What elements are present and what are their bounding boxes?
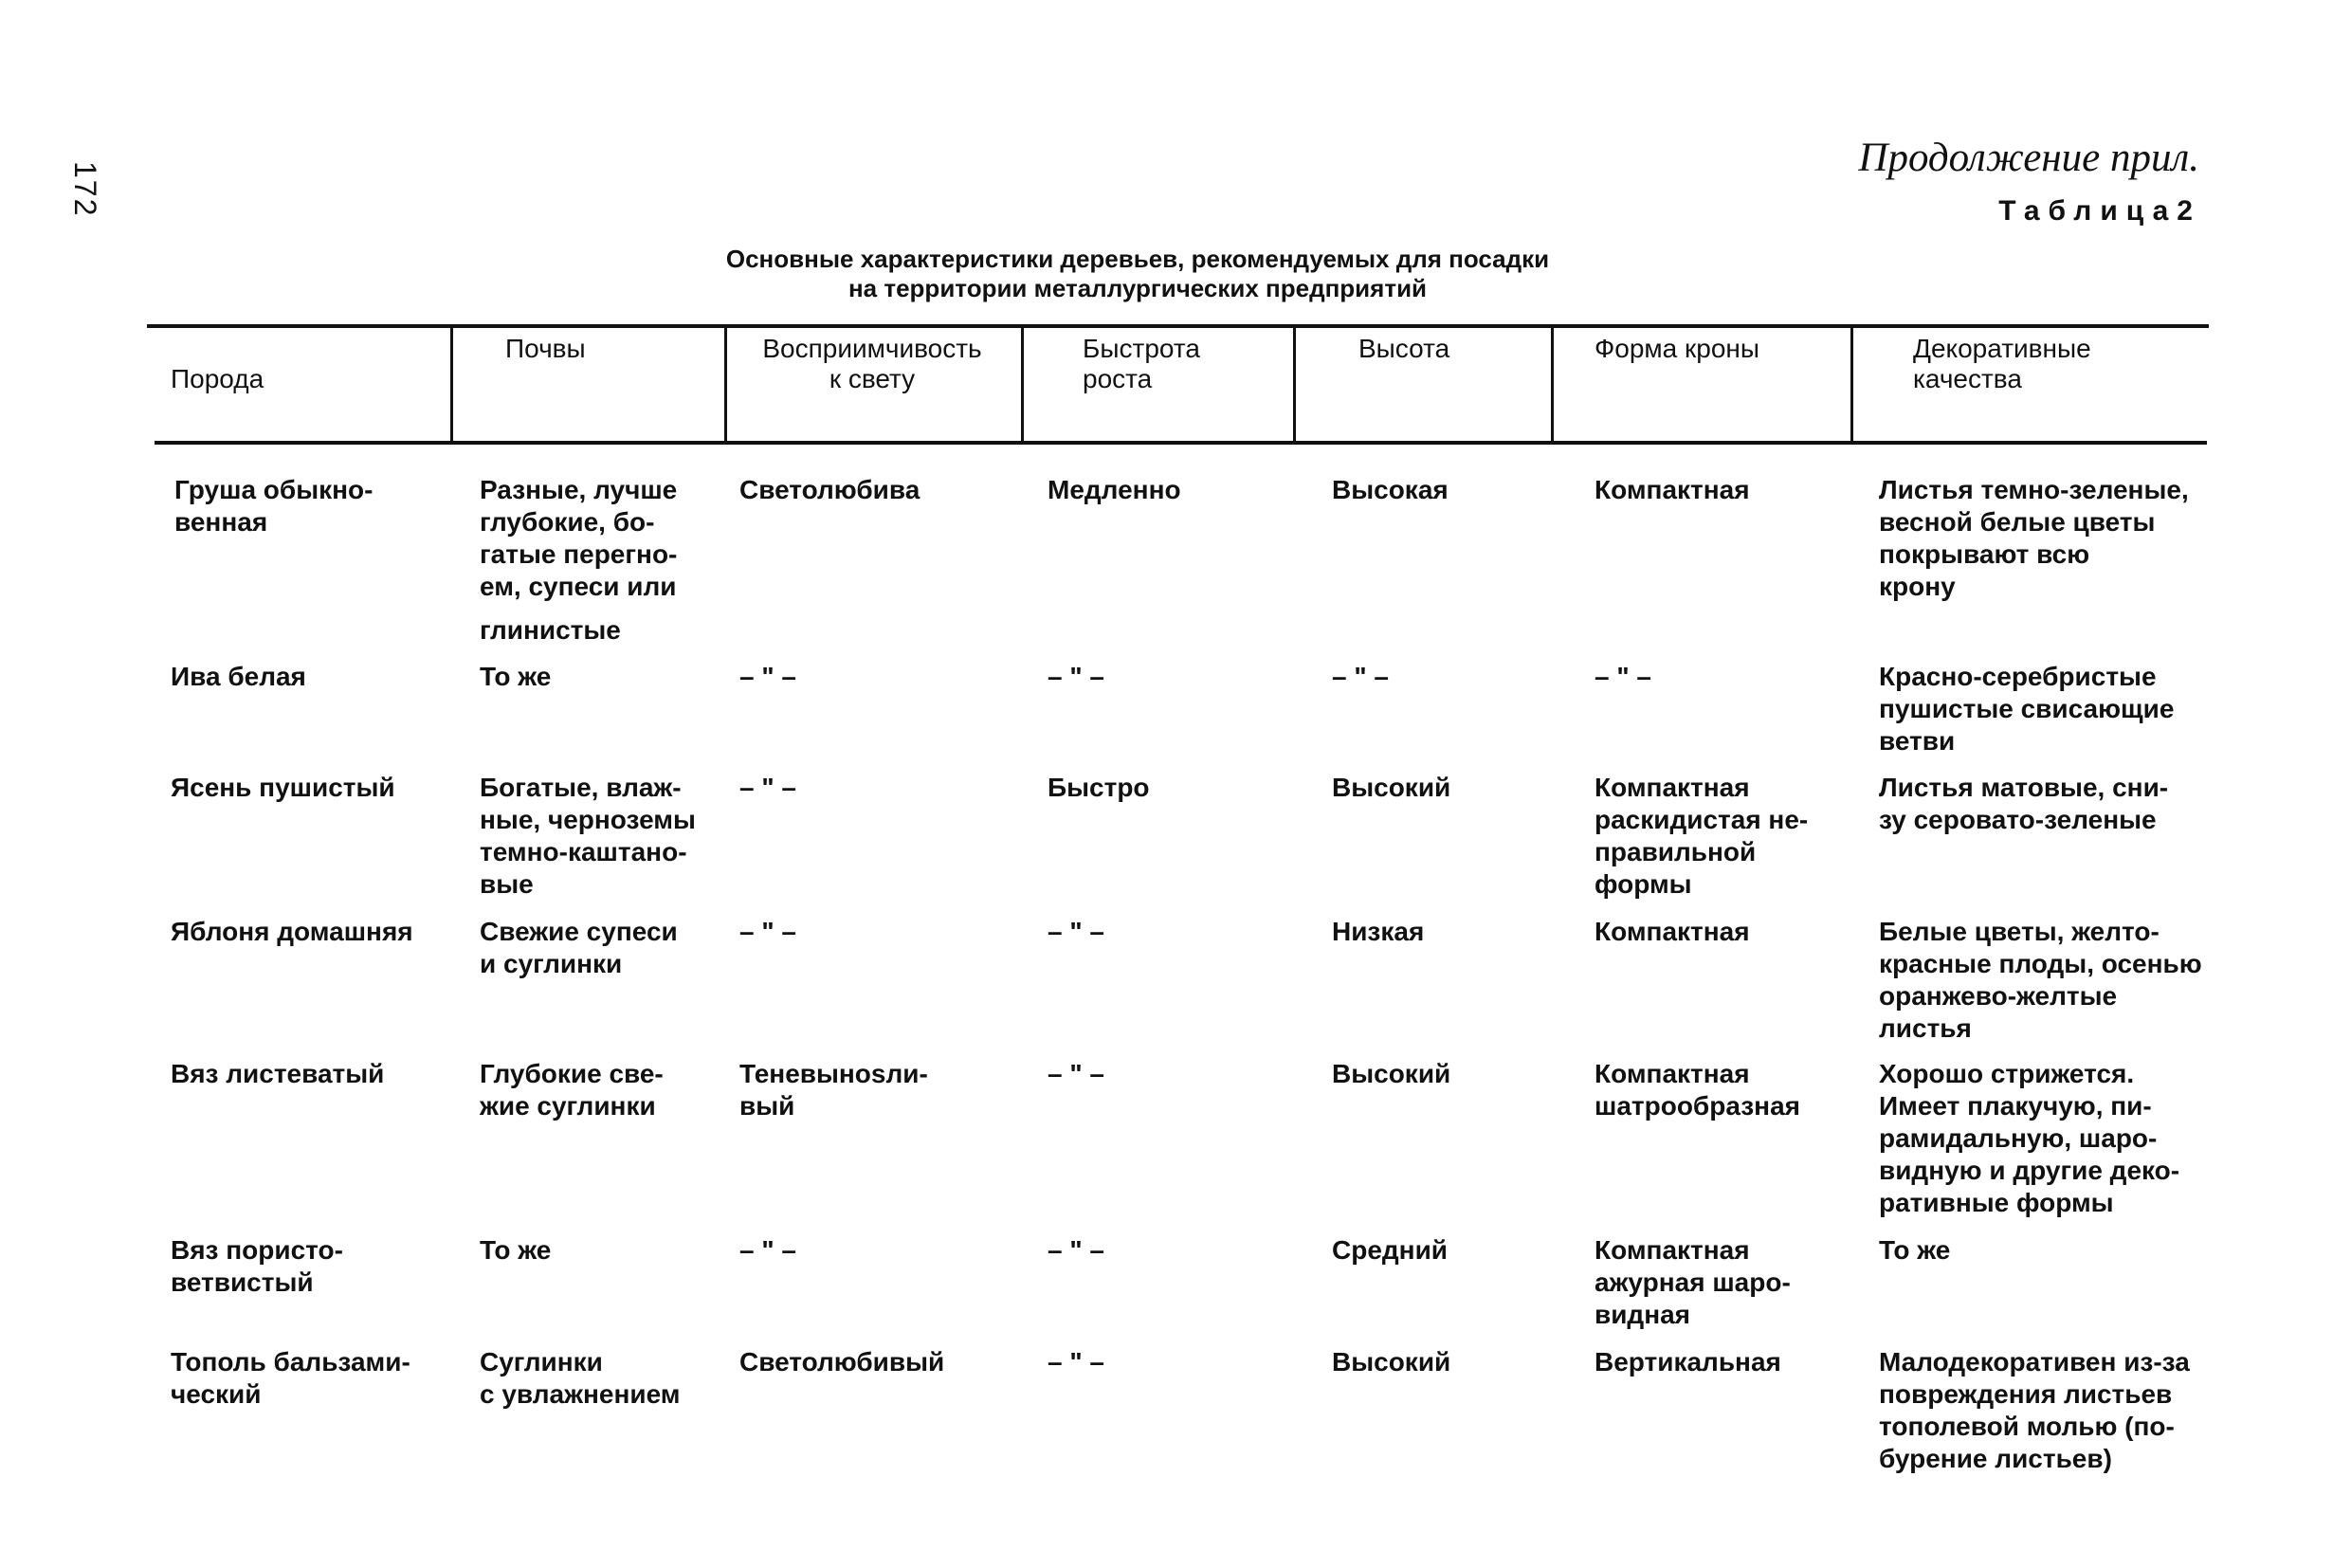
cell-soils: Глубокие све- жие суглинки: [480, 1059, 664, 1121]
cell-light: – " –: [739, 1235, 796, 1265]
cell-species: Тополь бальзами- ческий: [171, 1347, 410, 1409]
cell-crown: Компактная шатрообразная: [1595, 1059, 1800, 1121]
table-label: Таблица2: [1998, 195, 2201, 227]
cell-crown: Компактная ажурная шаро- видная: [1595, 1235, 1791, 1329]
cell-growth: – " –: [1048, 662, 1104, 691]
cell-soils: Разные, лучше глубокие, бо- гатые перегно- ем, супеси или: [480, 475, 678, 601]
header-crown: Форма кроны: [1595, 334, 1760, 363]
column-divider: [1850, 328, 1853, 443]
page-number: 172: [68, 161, 102, 218]
cell-soils: Богатые, влаж- ные, черноземы темно-каштано- вые: [480, 773, 696, 899]
cell-species: Ива белая: [171, 662, 306, 691]
cell-decorative: Белые цветы, желто- красные плоды, осенью оранжево-желтые листья: [1879, 917, 2202, 1043]
column-divider: [1021, 328, 1024, 443]
cell-decorative: Красно-серебристые пушистые свисающие ветви: [1879, 662, 2175, 756]
cell-height: Высокий: [1332, 773, 1451, 802]
cell-light: – " –: [739, 662, 796, 691]
column-divider: [450, 328, 453, 443]
column-divider: [724, 328, 727, 443]
table-header-rule: [155, 441, 2207, 445]
header-growth: Быстрота роста: [1083, 334, 1200, 393]
table-title-line-2: на территории металлургических предприятий: [847, 274, 1428, 302]
cell-light: Теневынosли- вый: [739, 1059, 928, 1121]
cell-soils: Свежие супеси и суглинки: [480, 917, 678, 978]
continuation-note: Продолжение прил.: [1858, 136, 2199, 180]
header-species: Порода: [171, 364, 264, 393]
header-height: Высота: [1358, 334, 1450, 363]
cell-crown: Компактная раскидистая не- правильной формы: [1595, 773, 1809, 899]
cell-decorative: Малодекоративен из-за повреждения листьев тополевой молью (по- бурение листьев): [1879, 1347, 2190, 1473]
cell-light: Светолюбива: [739, 475, 920, 504]
cell-light: Светолюбивый: [739, 1347, 945, 1377]
cell-species: Яблоня домашняя: [171, 917, 413, 946]
cell-crown: Компактная: [1595, 475, 1750, 504]
cell-soils: То же: [480, 662, 552, 691]
header-decorative: Декоративные качества: [1913, 334, 2091, 393]
table-title-line-1: Основные характеристики деревьев, рекомендуемых для посадки: [725, 245, 1550, 273]
cell-height: Средний: [1332, 1235, 1449, 1265]
cell-soils: Суглинки с увлажнением: [480, 1347, 681, 1409]
cell-growth: Быстро: [1048, 773, 1150, 802]
cell-decorative: Листья матовые, сни- зу серовато-зеленые: [1879, 773, 2169, 834]
cell-species: Груша обыкно- венная: [174, 475, 374, 537]
cell-height: – " –: [1332, 662, 1389, 691]
cell-crown: Вертикальная: [1595, 1347, 1781, 1377]
column-divider: [1551, 328, 1554, 443]
cell-height: Высокая: [1332, 475, 1449, 504]
cell-light: – " –: [739, 773, 796, 802]
cell-growth: – " –: [1048, 1235, 1104, 1265]
table-top-rule: [147, 324, 2209, 328]
cell-growth: – " –: [1048, 1059, 1104, 1088]
cell-decorative: То же: [1879, 1235, 1951, 1265]
header-light: Восприимчивость к свету: [762, 334, 982, 393]
cell-decorative: Листья темно-зеленые, весной белые цветы покрывают всю крону: [1879, 475, 2189, 601]
cell-height: Высокий: [1332, 1059, 1451, 1088]
cell-growth: – " –: [1048, 1347, 1104, 1377]
cell-crown: Компактная: [1595, 917, 1750, 946]
cell-soils: То же: [480, 1235, 552, 1265]
header-soils: Почвы: [505, 334, 586, 363]
column-divider: [1293, 328, 1296, 443]
cell-species: Вяз листеватый: [171, 1059, 385, 1088]
cell-species: Вяз пористо- ветвистый: [171, 1235, 343, 1297]
cell-decorative: Хорошо стрижется. Имеет плакучую, пи- рамидальную, шаро- видную и другие деко- ративные формы: [1879, 1059, 2180, 1217]
cell-growth: Медленно: [1048, 475, 1181, 504]
cell-light: – " –: [739, 917, 796, 946]
cell-species: Ясень пушистый: [171, 773, 395, 802]
cell-crown: – " –: [1595, 662, 1651, 691]
table-title: [607, 245, 1668, 303]
cell-growth: – " –: [1048, 917, 1104, 946]
cell-soils-extra: глинистые: [480, 615, 621, 645]
cell-height: Низкая: [1332, 917, 1425, 946]
cell-height: Высокий: [1332, 1347, 1451, 1377]
